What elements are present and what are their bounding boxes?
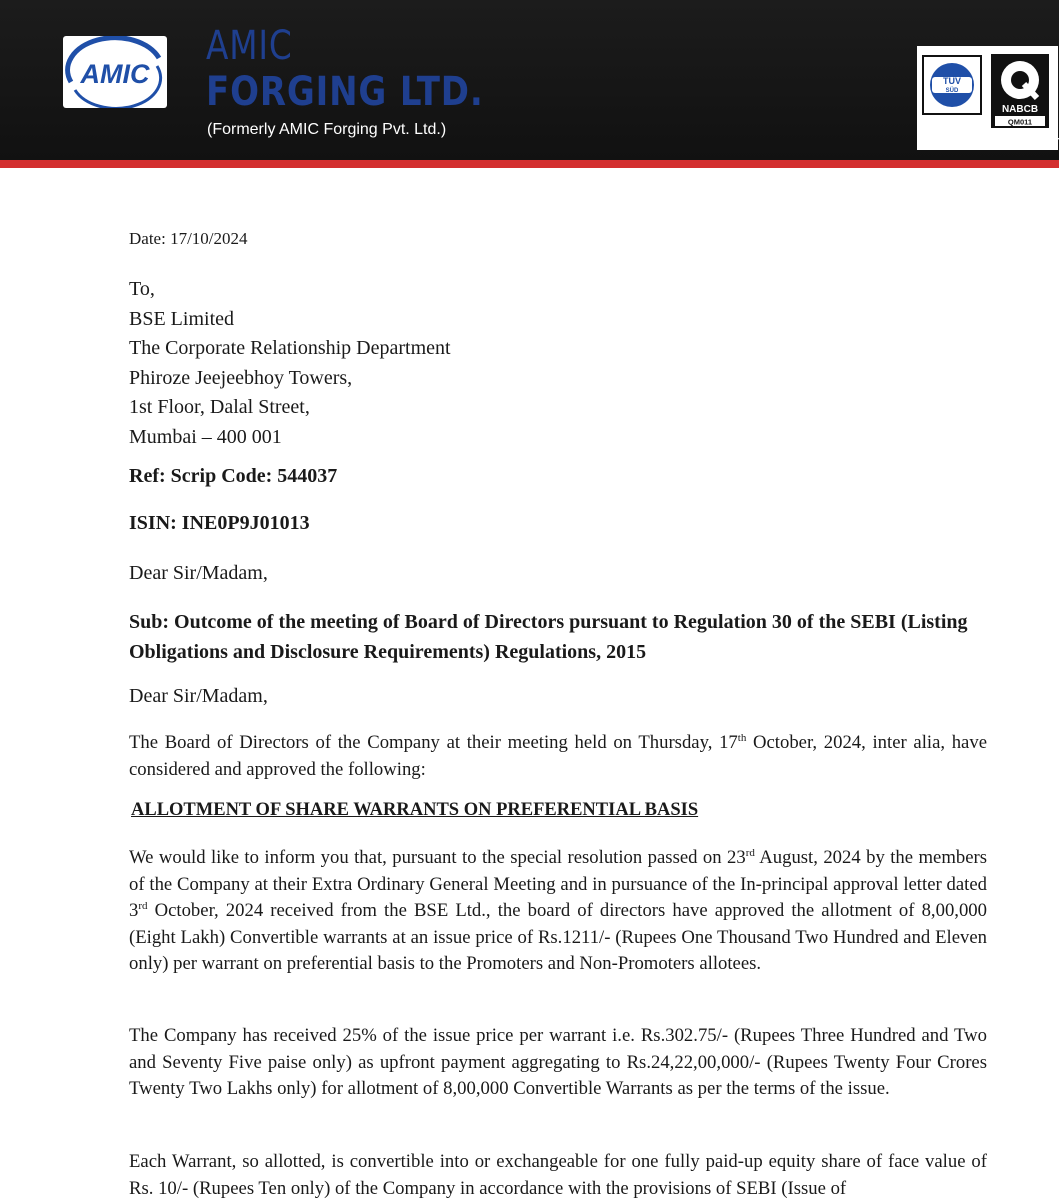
paragraph-warrant-conversion: Each Warrant, so allotted, is convertible into or exchangeable for one fully paid-up equity share of face value of Rs. 10/- (Rupees Ten only) of the Company in accordance with the provisions of SEBI (Issue of: [129, 1151, 987, 1199]
address-line: Phiroze Jeejeebhoy Towers,: [129, 366, 353, 389]
to-line: To,: [129, 278, 155, 300]
formerly-name: (Formerly AMIC Forging Pvt. Ltd.): [207, 121, 447, 138]
qm-code: QM011: [1007, 117, 1033, 127]
amic-logo: [63, 36, 167, 108]
paragraph-allotment: We would like to inform you that, pursuant to the special resolution passed on 23rd August, 2024 by the members of the Company at their Extra Ordinary General Meeting and in pursuance of the In-principal approval letter dated 3rd October, 2024 received from the BSE Ltd., the board of directors have approved the allotment of 8,00,000 (Eight Lakh) Convertible warrants at an issue price of Rs.1211/- (Rupees One Thousand Two Hundred and Eleven only) per warrant on preferential basis to the Promoters and Non-Promoters allotees.: [129, 847, 987, 974]
salutation-2: Dear Sir/Madam,: [129, 685, 268, 707]
paragraph-board-approval: The Board of Directors of the Company at their meeting held on Thursday, 17th October, 2024, inter alia, have considered and approved the following:: [129, 732, 987, 780]
letter-date: Date: 17/10/2024: [129, 229, 248, 248]
sud-label: SÜD: [945, 88, 959, 94]
iso-certification: ISO 9001-2015 CERTIFIED COMPANY: [924, 136, 1059, 145]
certification-badges: [917, 46, 1058, 150]
nabcb-label: NABCB: [1001, 104, 1039, 115]
recipient-address: [129, 275, 451, 452]
header-divider: [0, 160, 1059, 168]
address-line: Mumbai – 400 001: [129, 425, 282, 448]
isin-ref: ISIN: INE0P9J01013: [129, 512, 310, 534]
section-heading: ALLOTMENT OF SHARE WARRANTS ON PREFERENTIAL BASIS: [131, 800, 699, 820]
company-name: [206, 23, 533, 115]
company-name-line1: AMIC: [206, 23, 293, 69]
tuv-label: TÜV: [943, 76, 961, 86]
scrip-code-ref: Ref: Scrip Code: 544037: [129, 465, 338, 487]
paragraph-upfront-payment: The Company has received 25% of the issue price per warrant i.e. Rs.302.75/- (Rupees Three Hundred and Two and Seventy Five paise only) as upfront payment aggregating to Rs.24,22,00,000/- (Rupees Twenty Four Crores Twenty Two Lakhs only) for allotment of 8,00,000 Convertible Warrants as per the terms of the issue.: [129, 1025, 987, 1099]
address-line: The Corporate Relationship Department: [129, 337, 451, 359]
salutation: Dear Sir/Madam,: [129, 562, 268, 584]
letterhead: [0, 0, 1059, 160]
logo-text: AMIC: [80, 59, 150, 89]
letter-subject: Sub: Outcome of the meeting of Board of Directors pursuant to Regulation 30 of the SEBI (Listing Obligations and Disclosure Requirements) Regulations, 2015: [129, 611, 968, 663]
address-line: BSE Limited: [129, 307, 234, 330]
company-name-line2: FORGING LTD.: [206, 69, 484, 115]
address-line: 1st Floor, Dalal Street,: [129, 396, 310, 418]
